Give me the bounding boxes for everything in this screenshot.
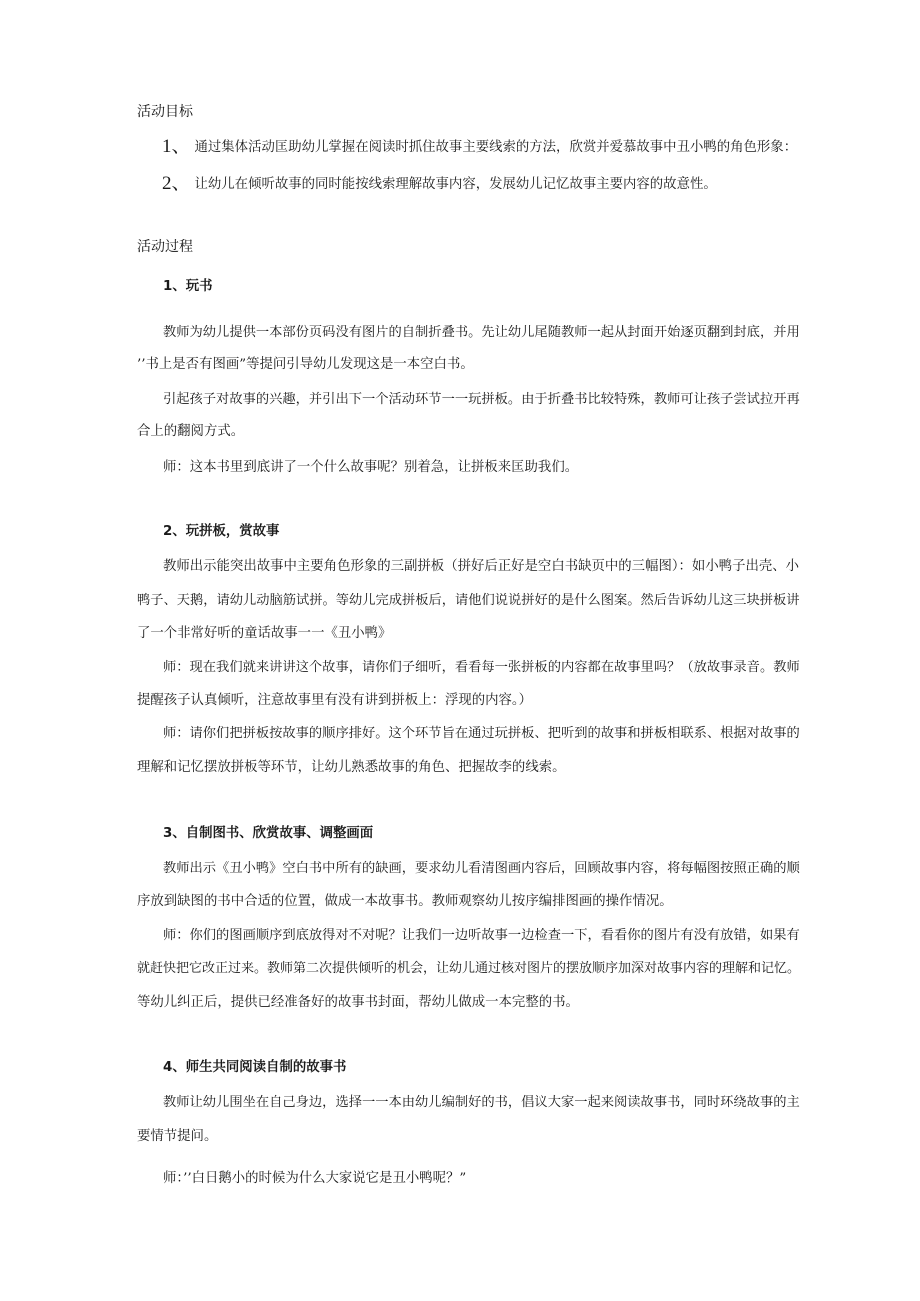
paragraph-line: 师：现在我们就来讲讲这个故事，请你们子细听，看看每一张拼板的内容都在故事里吗？（放故事录音。教师 bbox=[163, 660, 800, 675]
section-title-3: 3、自制图书、欣赏故事、调整画面 bbox=[163, 826, 374, 841]
paragraph-line: 了一个非常好听的童话故事一一《丑小鸭》 bbox=[137, 626, 392, 641]
goals-heading: 活动目标 bbox=[137, 104, 193, 120]
goal-number: 1、 bbox=[162, 136, 191, 157]
paragraph-line: 教师出示能突出故事中主要角色形象的三副拼板（拼好后正好是空白书缺页中的三幅图）：如小鸭子出壳、小 bbox=[163, 559, 800, 574]
paragraph-line: 师：’’白日鹅小的时候为什么大家说它是丑小鸭呢？” bbox=[163, 1171, 467, 1186]
paragraph-line: 师：这本书里到底讲了一个什么故事呢？别着急，让拼板来匡助我们。 bbox=[163, 460, 579, 475]
paragraph-line: 引起孩子对故事的兴趣，并引出下一个活动环节一一玩拼板。由于折叠书比较特殊，教师可让孩子尝试拉开再 bbox=[163, 392, 800, 407]
section-title-4: 4、师生共同阅读自制的故事书 bbox=[163, 1060, 347, 1075]
section-title-1: 1、玩书 bbox=[163, 279, 213, 294]
paragraph-line: 师：请你们把拼板按故事的顺序排好。这个环节旨在通过玩拼板、把听到的故事和拼板相联系、根据对故事的 bbox=[163, 726, 800, 741]
paragraph-line: 要情节提问。 bbox=[137, 1129, 218, 1144]
paragraph-line: 教师出示《丑小鸭》空白书中所有的缺画，要求幼儿看清图画内容后，回顾故事内容，将每幅图按照正确的顺 bbox=[163, 861, 800, 876]
paragraph-line: ’’书上是否有图画”等提问引导幼儿发现这是一本空白书。 bbox=[137, 357, 474, 372]
paragraph-line: 教师让幼儿围坐在自己身边，选择一一本由幼儿编制好的书，倡议大家一起来阅读故事书，同时环绕故事的主 bbox=[163, 1095, 800, 1110]
paragraph-line: 序放到缺图的书中合适的位置，做成一本故事书。教师观察幼儿按序编排图画的操作情况。 bbox=[137, 894, 673, 909]
goal-item-1 bbox=[162, 131, 797, 158]
paragraph-line: 理解和记忆摆放拼板等环节，让幼儿熟悉故事的角色、把握故李的线索。 bbox=[137, 760, 566, 775]
paragraph-line: 师：你们的图画顺序到底放得对不对呢？让我们一边听故事一边检查一下，看看你的图片有没有放错，如果有 bbox=[163, 928, 800, 943]
paragraph-line: 就赶快把它改正过来。教师第二次提供倾听的机会，让幼儿通过核对图片的摆放顺序加深对故事内容的理解和记忆。 bbox=[137, 961, 801, 976]
section-title-2: 2、玩拼板，赏故事 bbox=[163, 524, 280, 539]
paragraph-line: 鸭子、天鹅，请幼儿动脑筋试拼。等幼儿完成拼板后，请他们说说拼好的是什么图案。然后告诉幼儿这三块拼板讲 bbox=[137, 593, 800, 608]
paragraph-line: 提醒孩子认真倾听，注意故事里有没有讲到拼板上：浮现的内容。） bbox=[137, 693, 533, 708]
process-heading: 活动过程 bbox=[137, 239, 193, 255]
goal-item-2 bbox=[162, 168, 717, 195]
paragraph-line: 合上的翻阅方式。 bbox=[137, 424, 245, 439]
paragraph-line: 等幼儿纠正后，提供已经准备好的故事书封面，帮幼儿做成一本完整的书。 bbox=[137, 995, 579, 1010]
paragraph-line: 教师为幼儿提供一本部份页码没有图片的自制折叠书。先让幼儿尾随教师一起从封面开始逐页翻到封底，并用 bbox=[163, 325, 800, 340]
goal-text: 通过集体活动匡助幼儿掌握在阅读时抓住故事主要线索的方法，欣赏并爱慕故事中丑小鸭的角色形象： bbox=[194, 140, 798, 155]
goal-number: 2、 bbox=[162, 173, 191, 194]
goal-text: 让幼儿在倾听故事的同时能按线索理解故事内容，发展幼儿记忆故事主要内容的故意性。 bbox=[194, 177, 717, 192]
